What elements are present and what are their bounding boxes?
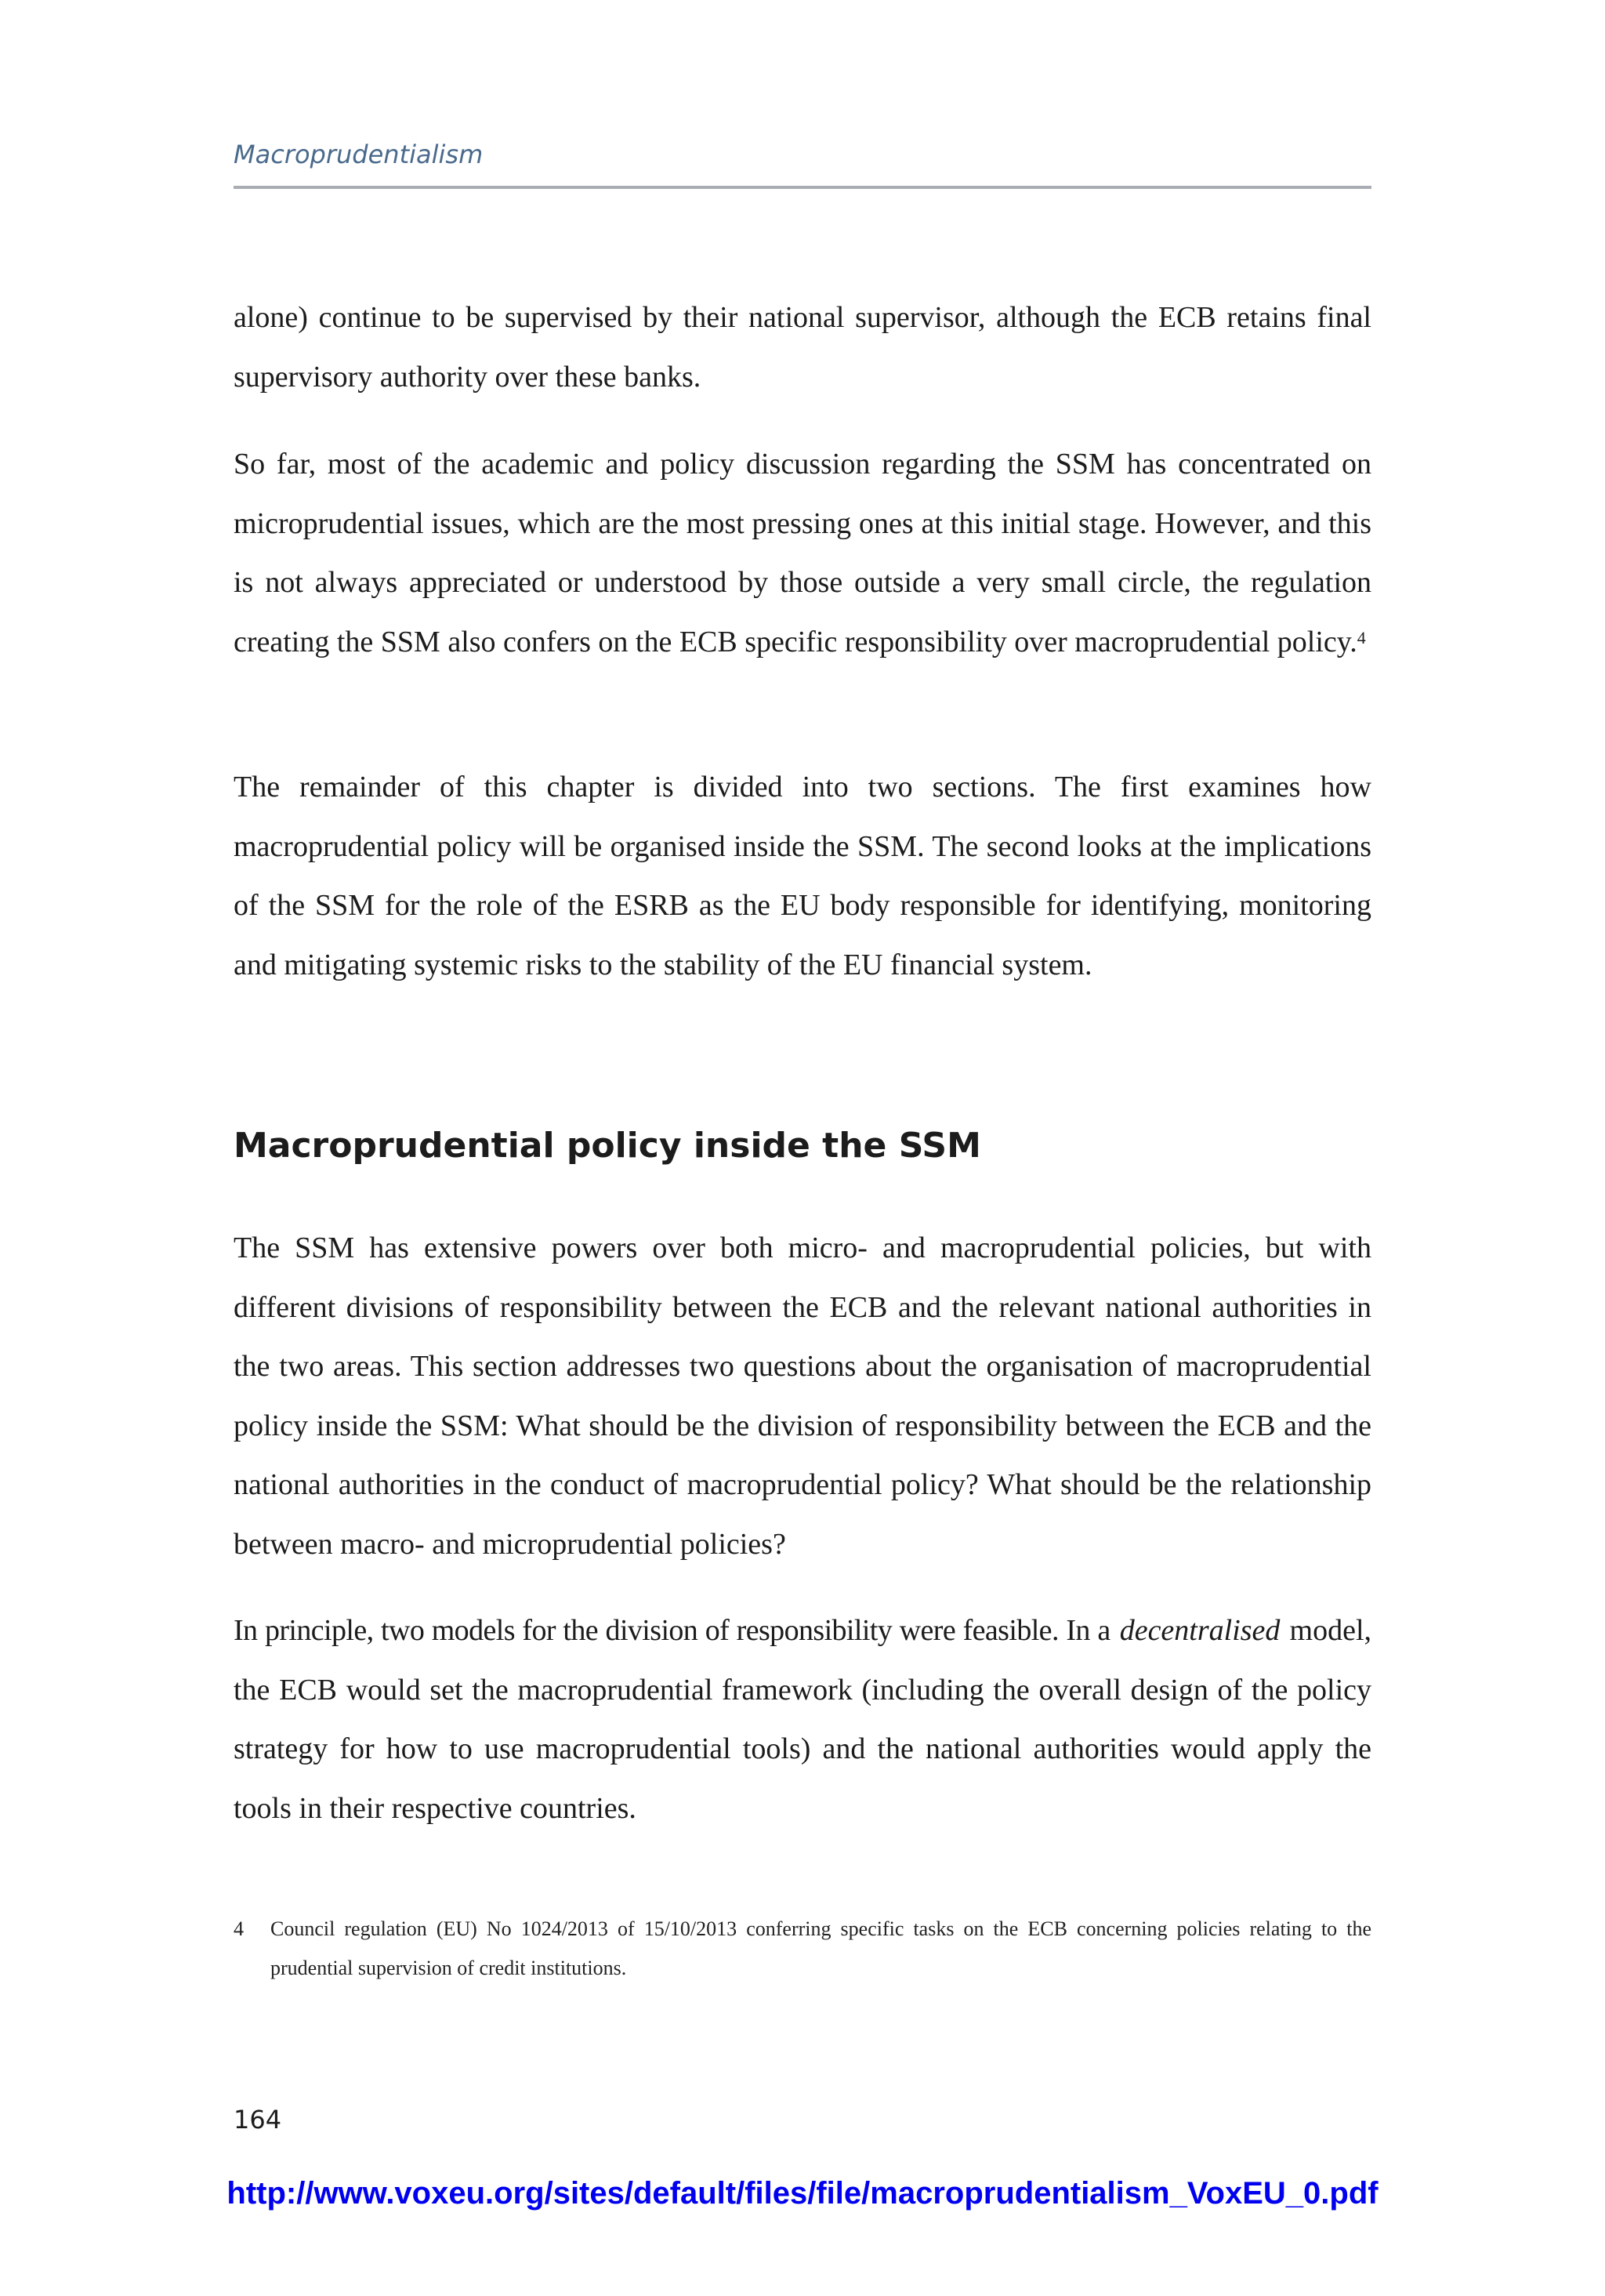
header-divider <box>234 186 1371 189</box>
footnote-number: 4 <box>234 1917 244 1940</box>
footnote-reference-4[interactable]: 4 <box>1357 627 1366 647</box>
body-paragraph-2 <box>234 435 1371 672</box>
section-heading: Macroprudential policy inside the SSM <box>234 1126 981 1166</box>
footnote <box>234 1910 1371 1988</box>
source-url-link[interactable]: http://www.voxeu.org/sites/default/files/file/macroprudentialism_VoxEU_0.pdf <box>226 2176 1379 2211</box>
body-paragraph-5: The SSM has extensive powers over both micro- and macroprudential policies, but with different divisions of responsibility between the ECB and the relevant national authorities in the two areas. This section addresses two questions about the organisation of macroprudential policy inside the SSM: What should be the division of responsibility between the ECB and the national authorities in the conduct of macroprudential policy? What should be the relationship between macro- and microprudential policies? <box>234 1231 1371 1561</box>
body-paragraph-1: alone) continue to be supervised by their national supervisor, although the ECB retains final supervisory authority over these banks. <box>234 301 1371 394</box>
body-paragraph-2-text: So far, most of the academic and policy discussion regarding the SSM has concentrated on microprudential issues, which are the most pressing ones at this initial stage. However, and this is not always appreciated or understood by those outside a very small circle, the regulation creating the SSM also confers on the ECB specific responsibility over macroprudential policy. <box>234 448 1371 658</box>
body-paragraph-3: The remainder of this chapter is divided into two sections. The first examines how macroprudential policy will be organised inside the SSM. The second looks at the implications of the SSM for the role of the ESRB as the EU body responsible for identifying, monitoring and mitigating systemic risks to the stability of the EU financial system. <box>234 771 1371 981</box>
body-paragraph-6-emphasis: decentralised <box>1119 1614 1281 1647</box>
footnote-text: Council regulation (EU) No 1024/2013 of 15/10/2013 conferring specific tasks on the ECB concerning policies relating to the prudential supervision of credit institutions. <box>270 1917 1371 1979</box>
body-paragraph-6-intro: In principle, two models for the division of responsibility were feasible. In a <box>234 1614 1110 1647</box>
body-paragraph-6-rest: model, the ECB would set the macroprudential framework (including the overall design of the policy strategy for how to use macroprudential tools) and the national authorities would apply the tools in their respective countries. <box>234 1614 1372 1825</box>
body-paragraph-6 <box>234 1601 1371 1838</box>
running-header-title: Macroprudentialism <box>234 140 484 169</box>
page-number: 164 <box>234 2105 282 2135</box>
